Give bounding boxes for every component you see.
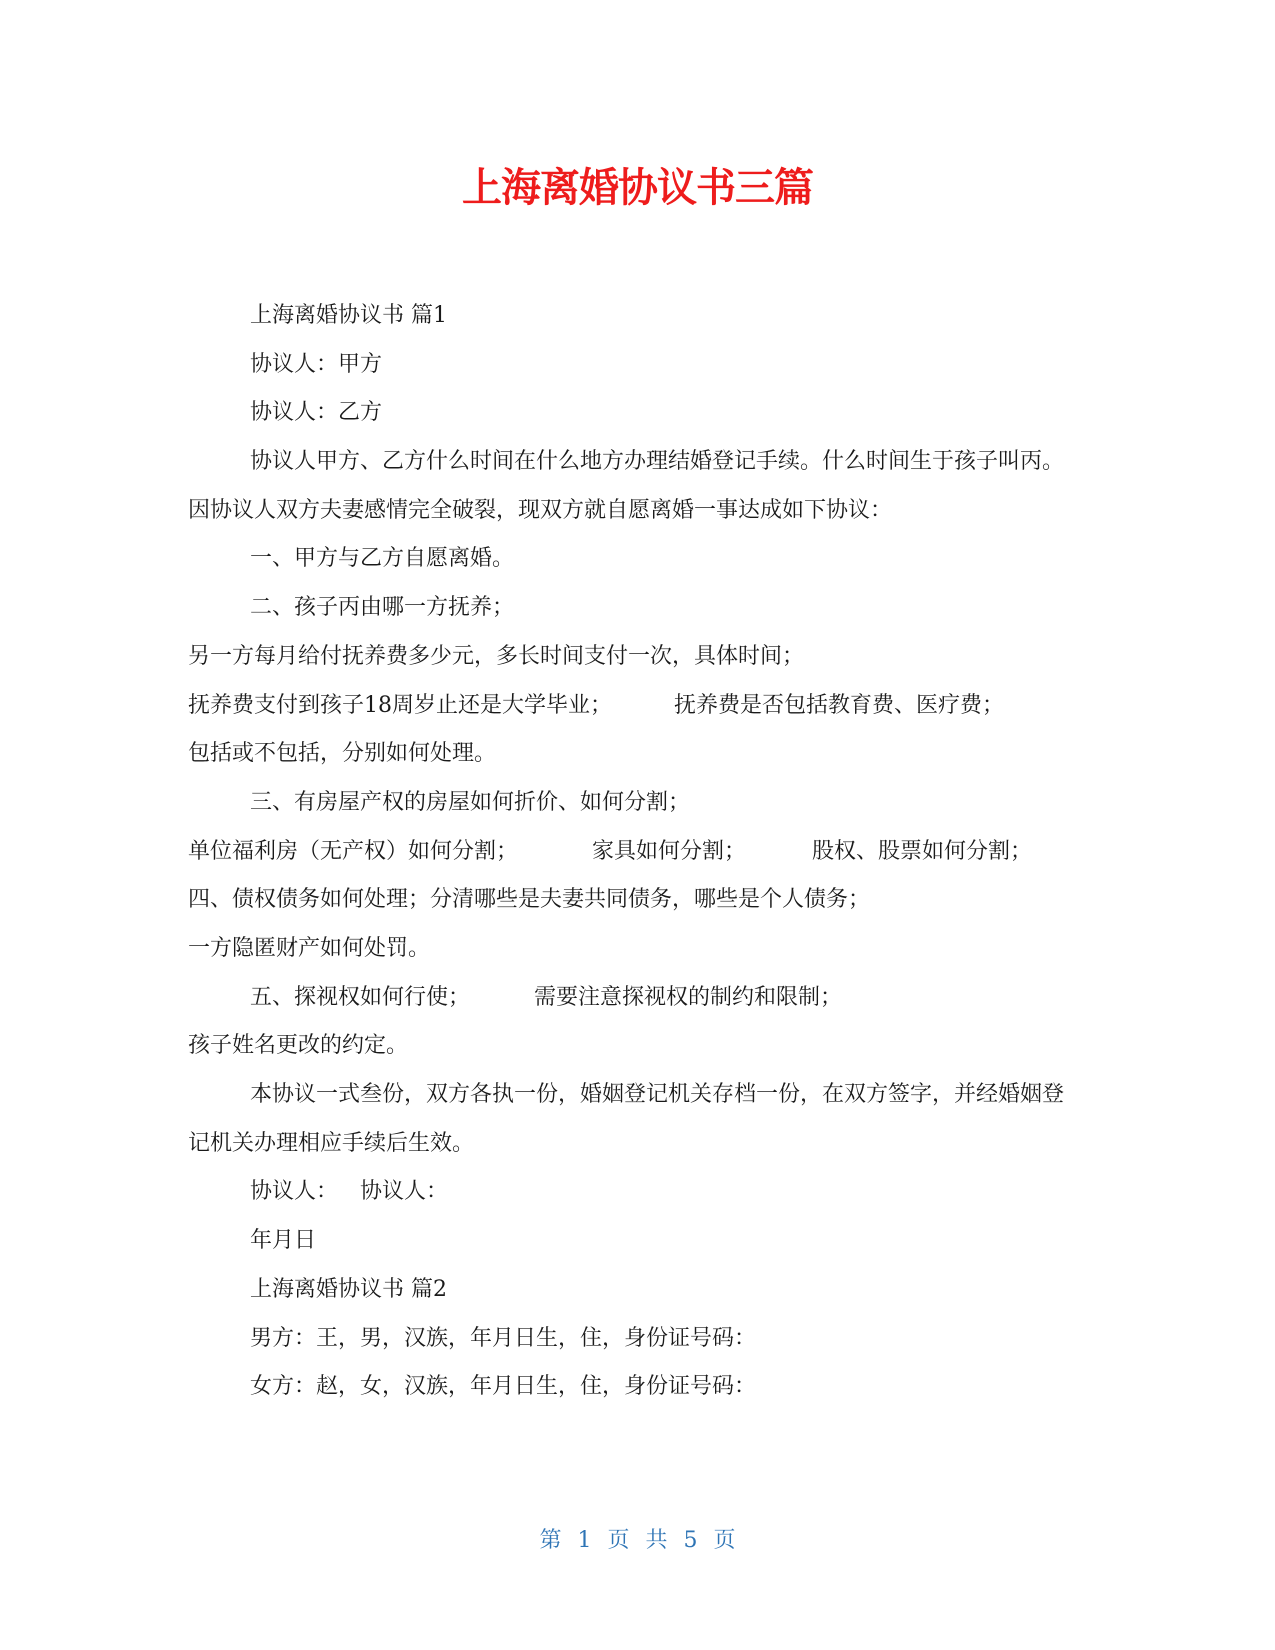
document-title: 上海离婚协议书三篇	[462, 165, 813, 211]
clause-4: 四、债权债务如何处理；分清哪些是夫妻共同债务，哪些是个人债务；	[188, 887, 871, 913]
clause-4-hidden-assets: 一方隐匿财产如何处罚。	[188, 935, 431, 961]
document-body	[188, 292, 1083, 1412]
total-pages-number: 5	[683, 1528, 698, 1553]
male-party-line: 男方：王，男，汉族，年月日生，住，身份证号码：	[250, 1325, 757, 1351]
welfare-housing: 单位福利房（无产权）如何分割；	[188, 838, 519, 864]
party-b-line: 协议人：乙方	[250, 400, 383, 426]
page-label: 第	[539, 1528, 562, 1553]
support-end-age: 抚养费支付到孩子18周岁止还是大学毕业；	[188, 692, 612, 718]
visitation-rights: 五、探视权如何行使；	[250, 984, 471, 1010]
clause-2-support-terms	[188, 682, 1083, 731]
clause-3: 三、有房屋产权的房屋如何折价、如何分割；	[250, 789, 691, 815]
clause-3-details	[188, 828, 1083, 877]
signatory-a: 协议人：	[250, 1179, 339, 1205]
total-unit-label: 页	[713, 1528, 736, 1553]
effectiveness-paragraph: 本协议一式叁份，双方各执一份，婚姻登记机关存档一份，在双方签字，并经婚姻登记机关办理相应手续后生效。	[188, 1082, 1065, 1156]
clause-2-support-handling: 包括或不包括，分别如何处理。	[188, 741, 497, 767]
section-heading-1: 上海离婚协议书 篇1	[250, 303, 447, 328]
clause-1: 一、甲方与乙方自愿离婚。	[250, 546, 515, 572]
furniture-division: 家具如何分割；	[592, 838, 747, 864]
equity-division: 股权、股票如何分割；	[812, 838, 1033, 864]
clause-2: 二、孩子丙由哪一方抚养；	[250, 595, 515, 621]
signature-line	[188, 1168, 1083, 1217]
date-line: 年月日	[250, 1228, 317, 1254]
signatory-b: 协议人：	[360, 1179, 449, 1205]
current-page-number: 1	[577, 1528, 592, 1553]
total-label: 共	[645, 1528, 668, 1553]
clause-5	[188, 974, 1083, 1023]
party-a-line: 协议人：甲方	[250, 351, 383, 377]
preamble-paragraph: 协议人甲方、乙方什么时间在什么地方办理结婚登记手续。什么时间生于孩子叫丙。因协议人双方夫妻感情完全破裂，现双方就自愿离婚一事达成如下协议：	[188, 449, 1065, 523]
page-unit-label: 页	[607, 1528, 630, 1553]
female-party-line: 女方：赵，女，汉族，年月日生，住，身份证号码：	[250, 1374, 757, 1400]
child-name-change: 孩子姓名更改的约定。	[188, 1033, 409, 1059]
section-heading-2: 上海离婚协议书 篇2	[250, 1276, 447, 1302]
visitation-limits: 需要注意探视权的制约和限制；	[534, 984, 843, 1010]
clause-2-support-amount: 另一方每月给付抚养费多少元，多长时间支付一次，具体时间；	[188, 643, 805, 669]
page-footer	[0, 1526, 1275, 1556]
support-coverage: 抚养费是否包括教育费、医疗费；	[674, 692, 1005, 718]
